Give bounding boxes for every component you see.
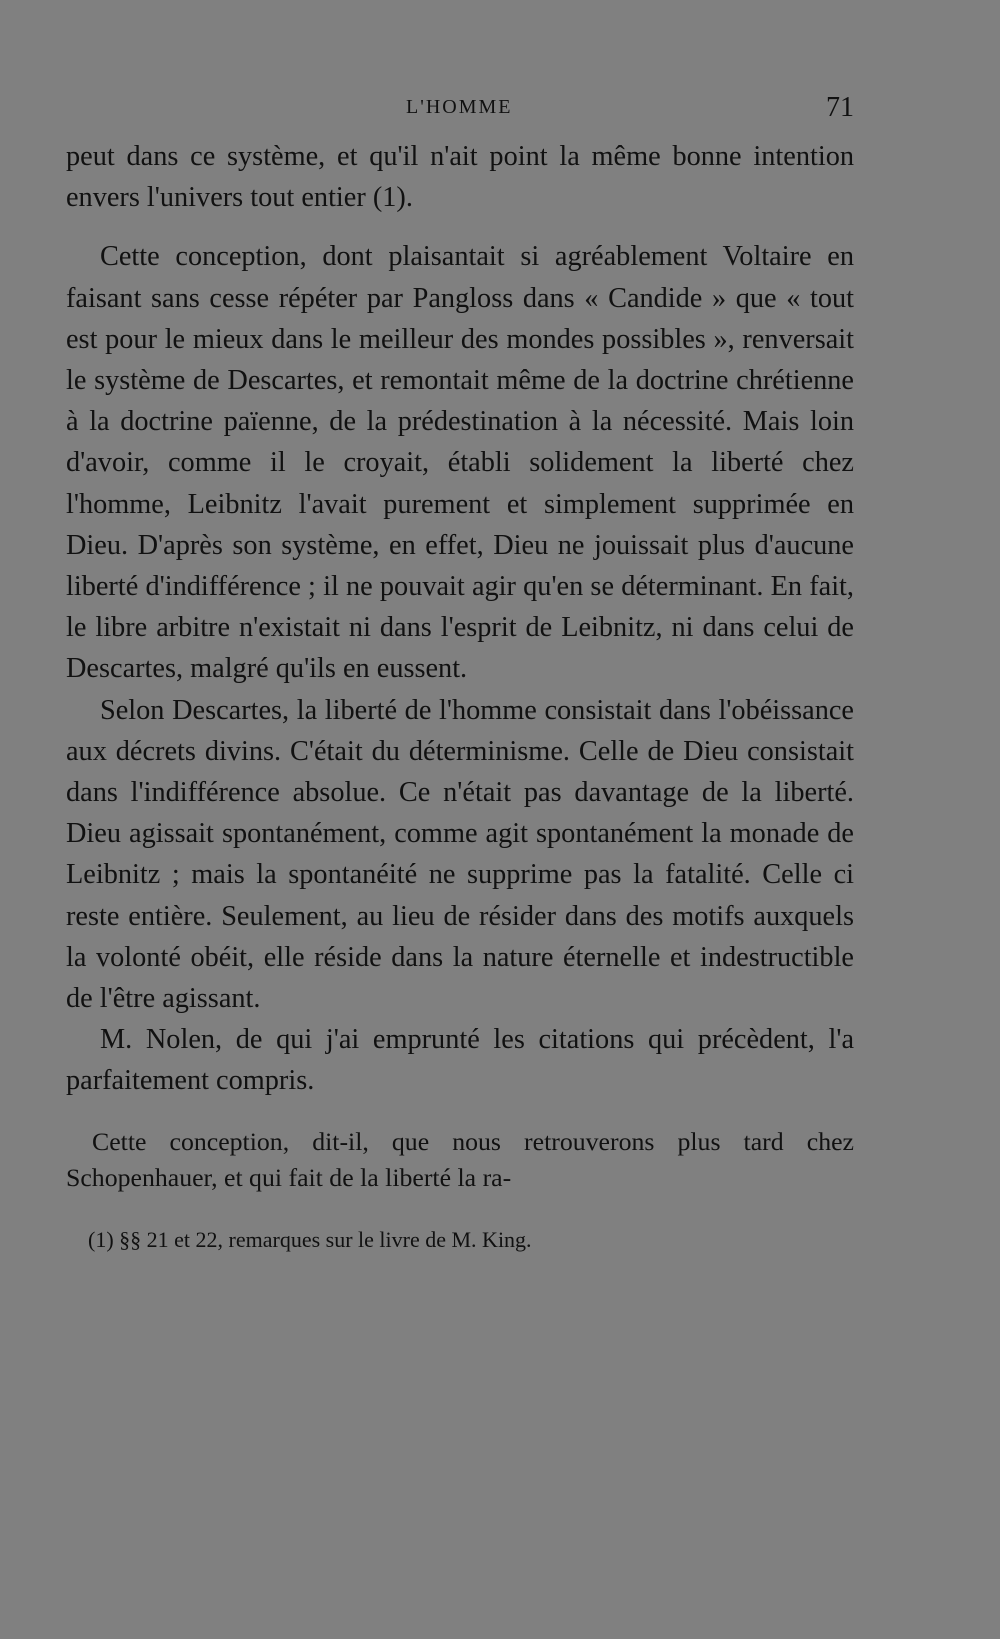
running-head: [66, 88, 854, 128]
footnote: (1) §§ 21 et 22, remarques sur le livre de M. King.: [88, 1226, 532, 1252]
running-title: L'HOMME: [406, 96, 513, 118]
paragraph-leibnitz-conception: Cette conception, dont plaisantait si agréablement Voltaire en faisant sans cesse répéter par Pangloss dans « Candide » que « tout est pour le mieux dans le meilleur des mondes possibles », renversait le système de Descartes, et remontait même de la doctrine chrétienne à la doctrine païenne, de la prédestination à la nécessité. Mais loin d'avoir, comme il le croyait, établi solidement la liberté chez l'homme, Leibnitz l'avait purement et simplement supprimée en Dieu. D'après son système, en effet, Dieu ne jouissait plus d'aucune liberté d'indifférence ; il ne pouvait agir qu'en se déterminant. En fait, le libre arbitre n'existait ni dans l'esprit de Leibnitz, ni dans celui de Descartes, malgré qu'ils en eussent.: [66, 241, 854, 685]
paragraph-nolen: M. Nolen, de qui j'ai emprunté les citations qui précèdent, l'a parfaitement compris.: [66, 1024, 854, 1097]
block-quote: Cette conception, dit-il, que nous retrouverons plus tard chez Schopenhauer, et qui fait de la liberté la ra-: [66, 1126, 854, 1193]
paragraph-descartes-liberty: Selon Descartes, la liberté de l'homme consistait dans l'obéissance aux décrets divins. C'était du déterminisme. Celle de Dieu consistait dans l'indifférence absolue. Ce n'était pas davantage de la liberté. Dieu agissait spontanément, comme agit spontanément la monade de Leibnitz ; mais la spontanéité ne supprime pas la fatalité. Celle ci reste entière. Seulement, au lieu de résider dans des motifs auxquels la volonté obéit, elle réside dans la nature éternelle et indestructible de l'être agissant.: [66, 694, 854, 1015]
book-page: [66, 88, 854, 1255]
paragraph-continuation: peut dans ce système, et qu'il n'ait point la même bonne intention envers l'univers tout entier (1).: [66, 141, 854, 214]
body-text: [66, 136, 854, 1102]
page-number: 71: [826, 92, 854, 123]
